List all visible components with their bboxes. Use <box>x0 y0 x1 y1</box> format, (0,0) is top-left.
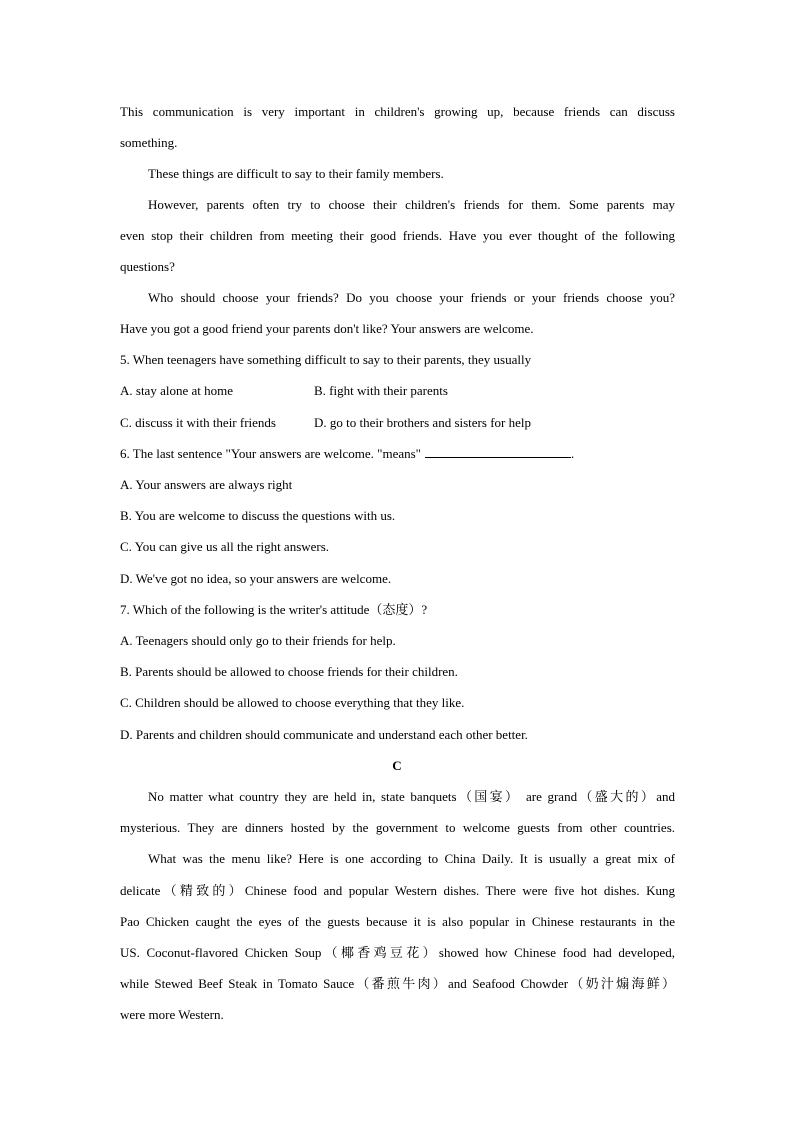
passage-b-p1-line2: something. <box>120 135 178 150</box>
section-c-p2-line3: Pao Chicken caught the eyes of the guests because it is also popular in Chinese restaurants in the <box>120 914 675 929</box>
question-6-option-b: B. You are welcome to discuss the questions with us. <box>120 508 396 523</box>
question-5-stem: 5. When teenagers have something difficult to say to their parents, they usually <box>120 352 532 367</box>
question-6-stem-line <box>120 446 675 462</box>
passage-b-p4-line2: Have you got a good friend your parents don't like? Your answers are welcome. <box>120 321 534 336</box>
answer-blank <box>425 446 571 458</box>
question-6-stem-tail: . <box>571 446 575 461</box>
section-c-p2-line1: What was the menu like? Here is one according to China Daily. It is usually a great mix of <box>148 851 675 866</box>
question-5-option-b: B. fight with their parents <box>314 383 448 398</box>
question-7-option-c: C. Children should be allowed to choose everything that they like. <box>120 695 465 710</box>
section-c-p2-line4: US. Coconut-flavored Chicken Soup（椰香鸡豆花）showed how Chinese food had developed, <box>120 945 675 960</box>
passage-b-p4-line1: Who should choose your friends? Do you choose your friends or your friends choose you? <box>148 290 675 305</box>
question-6-option-c: C. You can give us all the right answers. <box>120 539 330 554</box>
section-c-heading: C <box>392 758 402 773</box>
passage-b-p3-line3: questions? <box>120 259 175 274</box>
question-7-option-d: D. Parents and children should communicate and understand each other better. <box>120 727 528 742</box>
question-7-option-b: B. Parents should be allowed to choose friends for their children. <box>120 664 458 679</box>
section-c-p1-line2: mysterious. They are dinners hosted by the government to welcome guests from other countries. <box>120 820 675 835</box>
question-7-option-a: A. Teenagers should only go to their friends for help. <box>120 633 396 648</box>
passage-b-p3-line1: However, parents often try to choose their children's friends for them. Some parents may <box>148 197 675 212</box>
question-6-stem: 6. The last sentence "Your answers are welcome. "means" <box>120 446 421 461</box>
question-6-option-a: A. Your answers are always right <box>120 477 293 492</box>
question-6-option-d: D. We've got no idea, so your answers are welcome. <box>120 571 392 586</box>
question-5-option-a: A. stay alone at home <box>120 383 233 398</box>
passage-b-p2-line1: These things are difficult to say to their family members. <box>148 166 444 181</box>
section-c-p2-line2: delicate（精致的）Chinese food and popular Western dishes. There were five hot dishes. Kung <box>120 883 675 898</box>
section-c-p1-line1: No matter what country they are held in, state banquets（国宴） are grand（盛大的）and <box>148 789 675 804</box>
question-7-stem: 7. Which of the following is the writer's attitude（态度）? <box>120 602 428 617</box>
question-5-option-d: D. go to their brothers and sisters for help <box>314 415 531 430</box>
passage-b-p1-line1: This communication is very important in children's growing up, because friends can discuss <box>120 104 675 119</box>
section-c-p2-line6: were more Western. <box>120 1007 224 1022</box>
question-5-option-c: C. discuss it with their friends <box>120 415 276 430</box>
section-c-p2-line5: while Stewed Beef Steak in Tomato Sauce（番煎牛肉）and Seafood Chowder（奶汁煽海鲜） <box>120 976 675 991</box>
passage-b-p3-line2: even stop their children from meeting their good friends. Have you ever thought of the following <box>120 228 675 243</box>
